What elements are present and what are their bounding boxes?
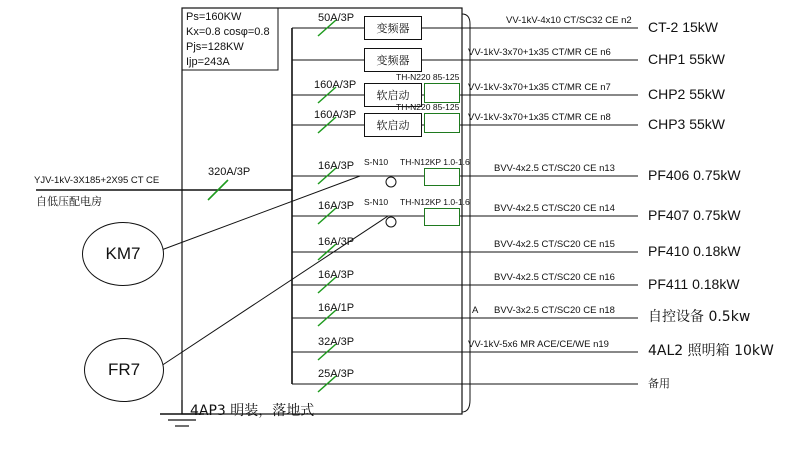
soft-starter-label-1: 软启动 xyxy=(376,89,410,102)
overload-box-4[interactable] xyxy=(424,208,460,226)
load-label-10: 4AL2 照明箱 10kW xyxy=(648,343,774,359)
load-label-4: CHP3 55kW xyxy=(648,116,726,132)
load-label-5: PF406 0.75kW xyxy=(648,167,741,183)
load-label-1: CT-2 15kW xyxy=(648,19,719,35)
cable-label-1: VV-1kV-4x10 CT/SC32 CE n2 xyxy=(506,15,632,26)
motor-symbol-2 xyxy=(386,217,396,227)
overload-box-2[interactable] xyxy=(424,113,460,133)
cable-label-5: BVV-4x2.5 CT/SC20 CE n13 xyxy=(494,163,615,174)
incoming-source-label: 自低压配电房 xyxy=(36,195,102,208)
starter-label-2: TH-N220 85-125 xyxy=(396,102,460,112)
overload-box-1[interactable] xyxy=(424,83,460,103)
thermal-relay-fr7-label: FR7 xyxy=(107,360,141,379)
starter-label-1: TH-N220 85-125 xyxy=(396,72,460,82)
contactor-km7[interactable] xyxy=(82,222,164,286)
cable-label-7: BVV-4x2.5 CT/SC20 CE n15 xyxy=(494,239,615,250)
vfd-box-1[interactable] xyxy=(364,16,422,40)
load-label-9: 自控设备 0.5kw xyxy=(648,309,751,325)
breaker-label-8: 16A/3P xyxy=(318,269,355,281)
motor-symbol-1 xyxy=(386,177,396,187)
breaker-label-6: 16A/3P xyxy=(318,200,355,212)
breaker-label-3: 160A/3P xyxy=(314,79,357,91)
vfd-box-2[interactable] xyxy=(364,48,422,72)
phase-prefix-9: A xyxy=(472,305,479,316)
incoming-cable-label: YJV-1kV-3X185+2X95 CT CE xyxy=(34,175,160,186)
cable-label-2: VV-1kV-3x70+1x35 CT/MR CE n6 xyxy=(468,47,611,58)
cable-label-6: BVV-4x2.5 CT/SC20 CE n14 xyxy=(494,203,615,214)
load-label-8: PF411 0.18kW xyxy=(648,276,740,292)
contactor-km7-label: KM7 xyxy=(105,244,141,263)
breaker-label-5: 16A/3P xyxy=(318,160,355,172)
load-label-3: CHP2 55kW xyxy=(648,86,726,102)
title-pjs: Pjs=128KW xyxy=(186,41,244,53)
title-kx: Kx=0.8 cosφ=0.8 xyxy=(186,26,270,38)
breaker-label-4: 160A/3P xyxy=(314,109,357,121)
contactor-label-3: TH-N12KP 1.0-1.6 xyxy=(400,157,470,167)
load-label-11: 备用 xyxy=(648,377,670,390)
thermal-relay-fr7[interactable] xyxy=(84,338,164,402)
starter-label-4: S-N10 xyxy=(364,197,389,207)
main-breaker-label: 320A/3P xyxy=(208,166,251,178)
breaker-label-7: 16A/3P xyxy=(318,236,355,248)
title-ijp: Ijp=243A xyxy=(186,56,230,68)
vfd-label-2: 变频器 xyxy=(376,54,410,67)
panel-label: 4AP3 明装，落地式 xyxy=(190,403,315,419)
overload-box-3[interactable] xyxy=(424,168,460,186)
title-ps: Ps=160KW xyxy=(186,11,242,23)
vfd-label-1: 变频器 xyxy=(376,22,410,35)
cable-label-3: VV-1kV-3x70+1x35 CT/MR CE n7 xyxy=(468,82,611,93)
cable-label-10: VV-1kV-5x6 MR ACE/CE/WE n19 xyxy=(468,339,609,350)
breaker-label-10: 32A/3P xyxy=(318,336,355,348)
cable-label-8: BVV-4x2.5 CT/SC20 CE n16 xyxy=(494,272,615,283)
soft-starter-box-2[interactable] xyxy=(364,113,422,137)
breaker-label-9: 16A/1P xyxy=(318,302,355,314)
contactor-label-4: TH-N12KP 1.0-1.6 xyxy=(400,197,470,207)
load-label-6: PF407 0.75kW xyxy=(648,207,741,223)
cable-label-4: VV-1kV-3x70+1x35 CT/MR CE n8 xyxy=(468,112,611,123)
starter-label-3: S-N10 xyxy=(364,157,389,167)
breaker-label-11: 25A/3P xyxy=(318,368,355,380)
cable-label-9: BVV-3x2.5 CT/SC20 CE n18 xyxy=(494,305,615,316)
load-label-7: PF410 0.18kW xyxy=(648,243,741,259)
soft-starter-label-2: 软启动 xyxy=(376,119,410,132)
breaker-label-1: 50A/3P xyxy=(318,12,355,24)
load-label-2: CHP1 55kW xyxy=(648,51,726,67)
